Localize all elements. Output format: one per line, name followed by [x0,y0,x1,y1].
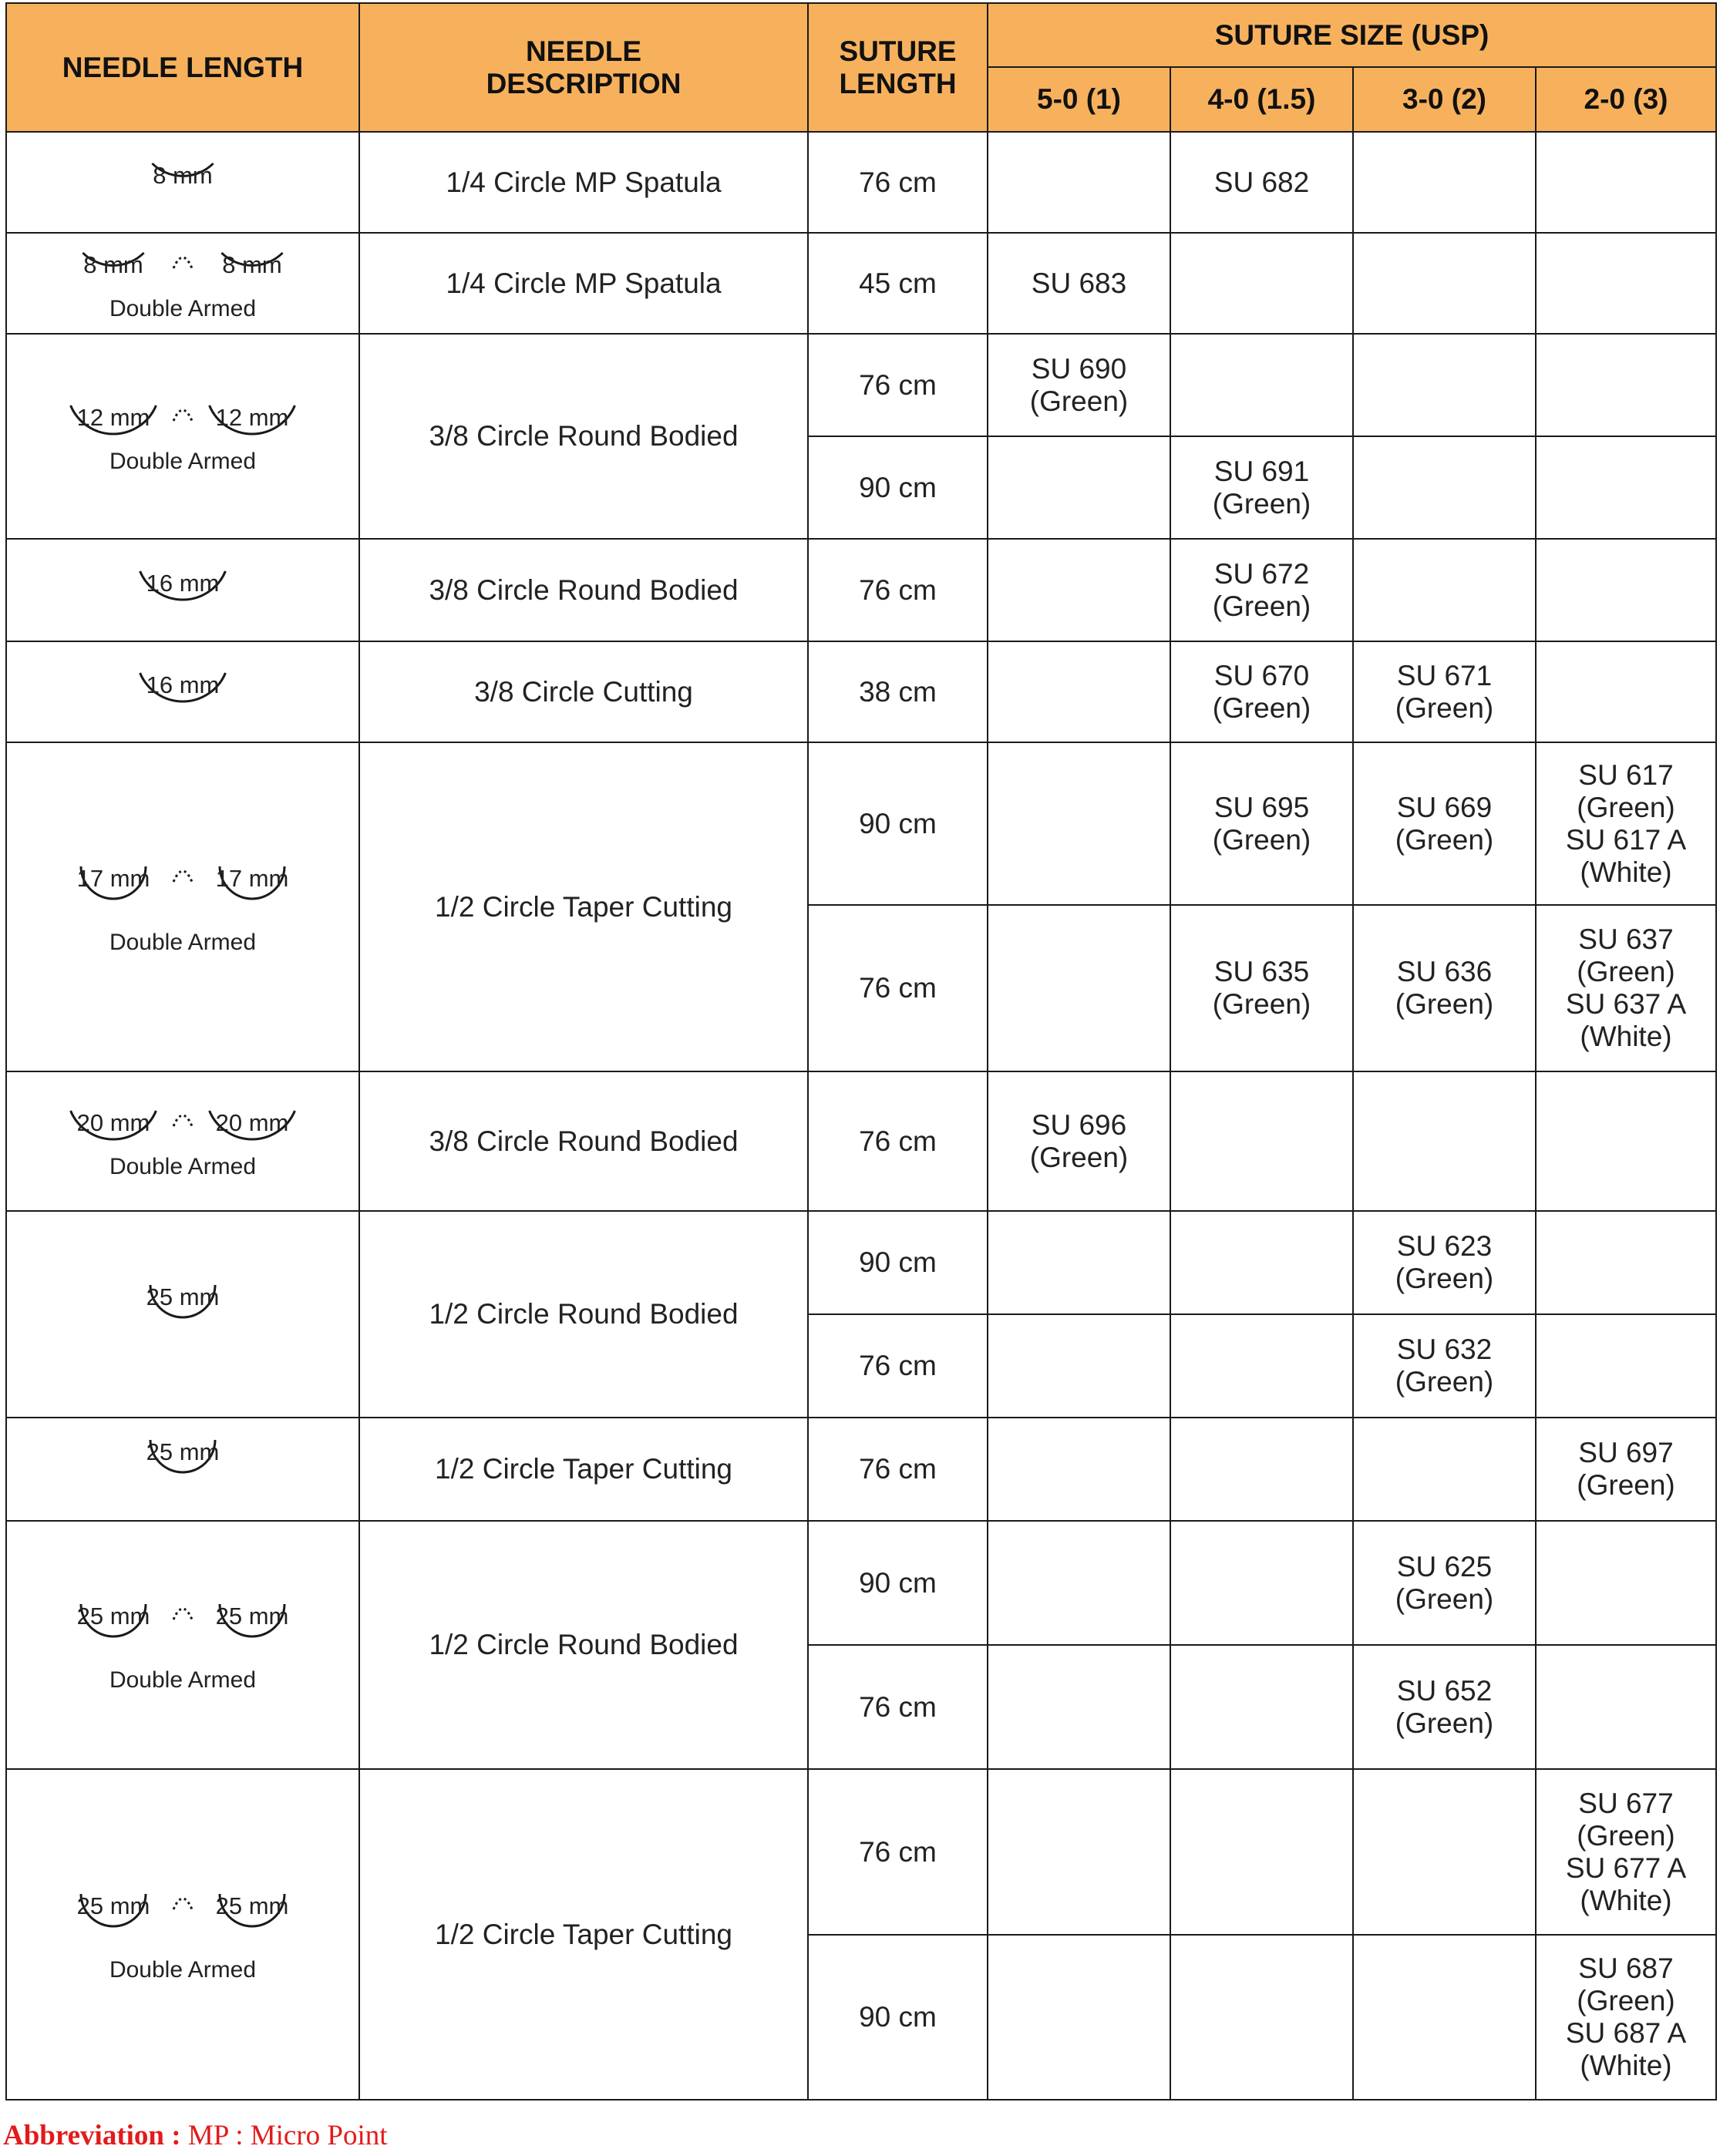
table-row [6,1521,1716,1645]
abbreviation-note [3,2118,388,2154]
needle-size-label: 16 mm [146,671,220,698]
table-row [6,1769,1716,1935]
suture-length-cell: 38 cm [808,641,988,742]
product-code-cell [1536,233,1716,334]
needle-size-label: 8 mm [222,251,282,278]
needle-illustration [7,1432,358,1506]
size-header-4-0: 4-0 (1.5) [1170,67,1353,132]
needle-description-cell: 1/2 Circle Taper Cutting [359,1769,808,2100]
product-code-cell: SU 617 (Green) SU 617 A (White) [1536,742,1716,905]
needle-size-label: 8 mm [153,161,213,189]
three-eighths-circle-needle-icon [98,665,268,719]
product-code-cell [1170,334,1353,436]
product-code-cell [1536,539,1716,641]
product-code-cell [1353,1071,1536,1211]
needle-length-cell [6,334,359,539]
needle-description-cell: 1/2 Circle Round Bodied [359,1211,808,1418]
size-header-5-0: 5-0 (1) [988,67,1170,132]
needle-description-cell: 3/8 Circle Cutting [359,641,808,742]
suture-length-cell: 76 cm [808,1769,988,1935]
double-armed-label: Double Armed [109,1667,257,1693]
needle-illustration [7,1277,358,1351]
product-code-cell: SU 695 (Green) [1170,742,1353,905]
product-code-cell [1170,1314,1353,1418]
table-body [6,132,1716,2100]
product-code-cell: SU 632 (Green) [1353,1314,1536,1418]
product-code-cell [1536,334,1716,436]
needle-length-cell [6,1418,359,1521]
needle-illustration [7,398,358,475]
double-armed-three-eighths-circle-needle-icon [21,398,345,452]
double-armed-quarter-circle-needle-icon [21,245,345,299]
needle-description-cell: 1/4 Circle MP Spatula [359,132,808,233]
product-code-cell: SU 670 (Green) [1170,641,1353,742]
needle-description-cell: 3/8 Circle Round Bodied [359,1071,808,1211]
table-row [6,1071,1716,1211]
table-row [6,742,1716,905]
product-code-cell: SU 669 (Green) [1353,742,1536,905]
needle-size-label: 20 mm [215,1108,289,1136]
double-armed-label: Double Armed [109,449,257,474]
product-code-cell [1170,1645,1353,1769]
product-code-cell: SU 677 (Green) SU 677 A (White) [1536,1769,1716,1935]
suture-size-header: SUTURE SIZE (USP) [988,3,1716,67]
product-code-cell [1536,1071,1716,1211]
needle-length-cell [6,233,359,334]
needle-length-cell [6,1211,359,1418]
product-code-cell [1170,1769,1353,1935]
product-code-cell: SU 672 (Green) [1170,539,1353,641]
needle-size-label: 20 mm [76,1108,150,1136]
product-code-cell: SU 652 (Green) [1353,1645,1536,1769]
product-code-cell [1353,1935,1536,2100]
table-row [6,641,1716,742]
product-code-cell [1170,1521,1353,1645]
needle-description-cell: 1/2 Circle Round Bodied [359,1521,808,1769]
suture-length-cell: 90 cm [808,1935,988,2100]
product-code-cell [1170,233,1353,334]
needle-length-cell [6,641,359,742]
suture-length-cell: 90 cm [808,1521,988,1645]
product-code-cell [1353,539,1536,641]
needle-size-label: 17 mm [76,864,150,892]
suture-length-header: SUTURE LENGTH [808,3,988,132]
needle-description-header: NEEDLE DESCRIPTION [359,3,808,132]
product-code-cell: SU 637 (Green) SU 637 A (White) [1536,905,1716,1071]
product-code-cell [988,1418,1170,1521]
double-armed-three-eighths-circle-needle-icon [21,1103,345,1157]
product-code-cell [1353,233,1536,334]
needle-size-label: 17 mm [215,864,289,892]
half-circle-needle-icon [98,1432,268,1506]
suture-length-cell: 76 cm [808,1418,988,1521]
needle-illustration [7,563,358,617]
product-code-cell: SU 690 (Green) [988,334,1170,436]
product-code-cell: SU 636 (Green) [1353,905,1536,1071]
table-row [6,334,1716,436]
suture-thread [173,257,192,268]
needle-illustration [7,1596,358,1694]
needle-description-cell: 1/2 Circle Taper Cutting [359,1418,808,1521]
product-code-cell [1536,436,1716,539]
product-code-cell [988,641,1170,742]
product-code-cell [1170,1935,1353,2100]
three-eighths-circle-needle-icon [98,563,268,617]
needle-size-label: 8 mm [83,251,143,278]
product-code-cell [1536,1314,1716,1418]
half-circle-needle-icon [98,1277,268,1351]
product-code-cell [988,1211,1170,1314]
needle-size-label: 25 mm [76,1603,150,1630]
suture-length-cell: 90 cm [808,742,988,905]
needle-size-label: 12 mm [215,404,289,431]
suture-length-cell: 76 cm [808,905,988,1071]
product-code-cell [988,436,1170,539]
product-code-cell [988,1645,1170,1769]
needle-size-label: 25 mm [215,1892,289,1919]
product-code-cell [988,1314,1170,1418]
product-code-cell [1353,1418,1536,1521]
product-code-cell [1536,132,1716,233]
suture-length-cell: 76 cm [808,132,988,233]
product-code-cell: SU 671 (Green) [1353,641,1536,742]
suture-length-cell: 90 cm [808,1211,988,1314]
product-code-cell [988,1521,1170,1645]
double-armed-label: Double Armed [109,1956,257,1983]
abbreviation-text: MP : Micro Point [180,2120,388,2151]
table-row [6,1211,1716,1314]
needle-illustration [7,245,358,322]
product-code-cell: SU 683 [988,233,1170,334]
product-code-cell [988,539,1170,641]
suture-thread [173,871,192,882]
product-code-cell [1536,1645,1716,1769]
product-code-cell: SU 697 (Green) [1536,1418,1716,1521]
needle-size-label: 16 mm [146,569,220,597]
needle-illustration [7,1103,358,1180]
needle-description-cell: 3/8 Circle Round Bodied [359,539,808,641]
product-code-cell: SU 687 (Green) SU 687 A (White) [1536,1935,1716,2100]
needle-description-cell: 3/8 Circle Round Bodied [359,334,808,539]
suture-length-cell: 76 cm [808,1645,988,1769]
needle-illustration [7,665,358,719]
product-code-cell [988,905,1170,1071]
product-code-cell [1536,641,1716,742]
needle-length-header: NEEDLE LENGTH [6,3,359,132]
product-code-cell: SU 696 (Green) [988,1071,1170,1211]
needle-size-label: 25 mm [215,1603,289,1630]
double-armed-half-circle-needle-icon [21,1596,345,1670]
suture-length-cell: 76 cm [808,1071,988,1211]
quarter-circle-needle-icon [98,156,268,210]
size-header-2-0: 2-0 (3) [1536,67,1716,132]
product-code-cell [988,742,1170,905]
product-code-cell: SU 635 (Green) [1170,905,1353,1071]
product-code-cell [1170,1418,1353,1521]
table-row [6,132,1716,233]
suture-length-cell: 45 cm [808,233,988,334]
product-code-cell [988,1935,1170,2100]
needle-illustration [7,1886,358,1983]
suture-length-cell: 76 cm [808,334,988,436]
table-header [6,3,1716,132]
needle-size-label: 25 mm [76,1892,150,1919]
double-armed-label: Double Armed [109,1153,257,1179]
needle-size-label: 12 mm [76,404,150,431]
needle-length-cell [6,1769,359,2100]
needle-length-cell [6,1071,359,1211]
product-code-cell [1536,1211,1716,1314]
suture-product-table [5,2,1717,2101]
needle-length-cell [6,1521,359,1769]
suture-thread [173,1115,192,1126]
suture-thread [173,1609,192,1620]
needle-length-cell [6,539,359,641]
product-code-cell [1353,436,1536,539]
needle-length-cell [6,132,359,233]
size-header-3-0: 3-0 (2) [1353,67,1536,132]
product-code-cell [988,1769,1170,1935]
product-code-cell: SU 625 (Green) [1353,1521,1536,1645]
product-code-cell [1353,334,1536,436]
suture-thread [173,1899,192,1909]
needle-description-cell: 1/4 Circle MP Spatula [359,233,808,334]
double-armed-label: Double Armed [109,929,257,955]
double-armed-half-circle-needle-icon [21,1886,345,1960]
needle-length-cell [6,742,359,1071]
table-row [6,1418,1716,1521]
product-code-cell [1536,1521,1716,1645]
needle-description-cell: 1/2 Circle Taper Cutting [359,742,808,1071]
table-row [6,539,1716,641]
suture-thread [173,410,192,421]
product-code-cell: SU 623 (Green) [1353,1211,1536,1314]
double-armed-half-circle-needle-icon [21,859,345,933]
abbreviation-label: Abbreviation : [3,2120,181,2151]
needle-illustration [7,859,358,956]
product-code-cell [1353,1769,1536,1935]
needle-size-label: 25 mm [146,1283,220,1310]
needle-size-label: 25 mm [146,1438,220,1465]
needle-illustration [7,156,358,210]
product-code-cell [988,132,1170,233]
table-row [6,233,1716,334]
double-armed-label: Double Armed [109,295,257,321]
product-code-cell [1353,132,1536,233]
suture-length-cell: 76 cm [808,539,988,641]
product-code-cell: SU 691 (Green) [1170,436,1353,539]
product-code-cell [1170,1071,1353,1211]
suture-length-cell: 76 cm [808,1314,988,1418]
product-code-cell: SU 682 [1170,132,1353,233]
product-code-cell [1170,1211,1353,1314]
suture-length-cell: 90 cm [808,436,988,539]
